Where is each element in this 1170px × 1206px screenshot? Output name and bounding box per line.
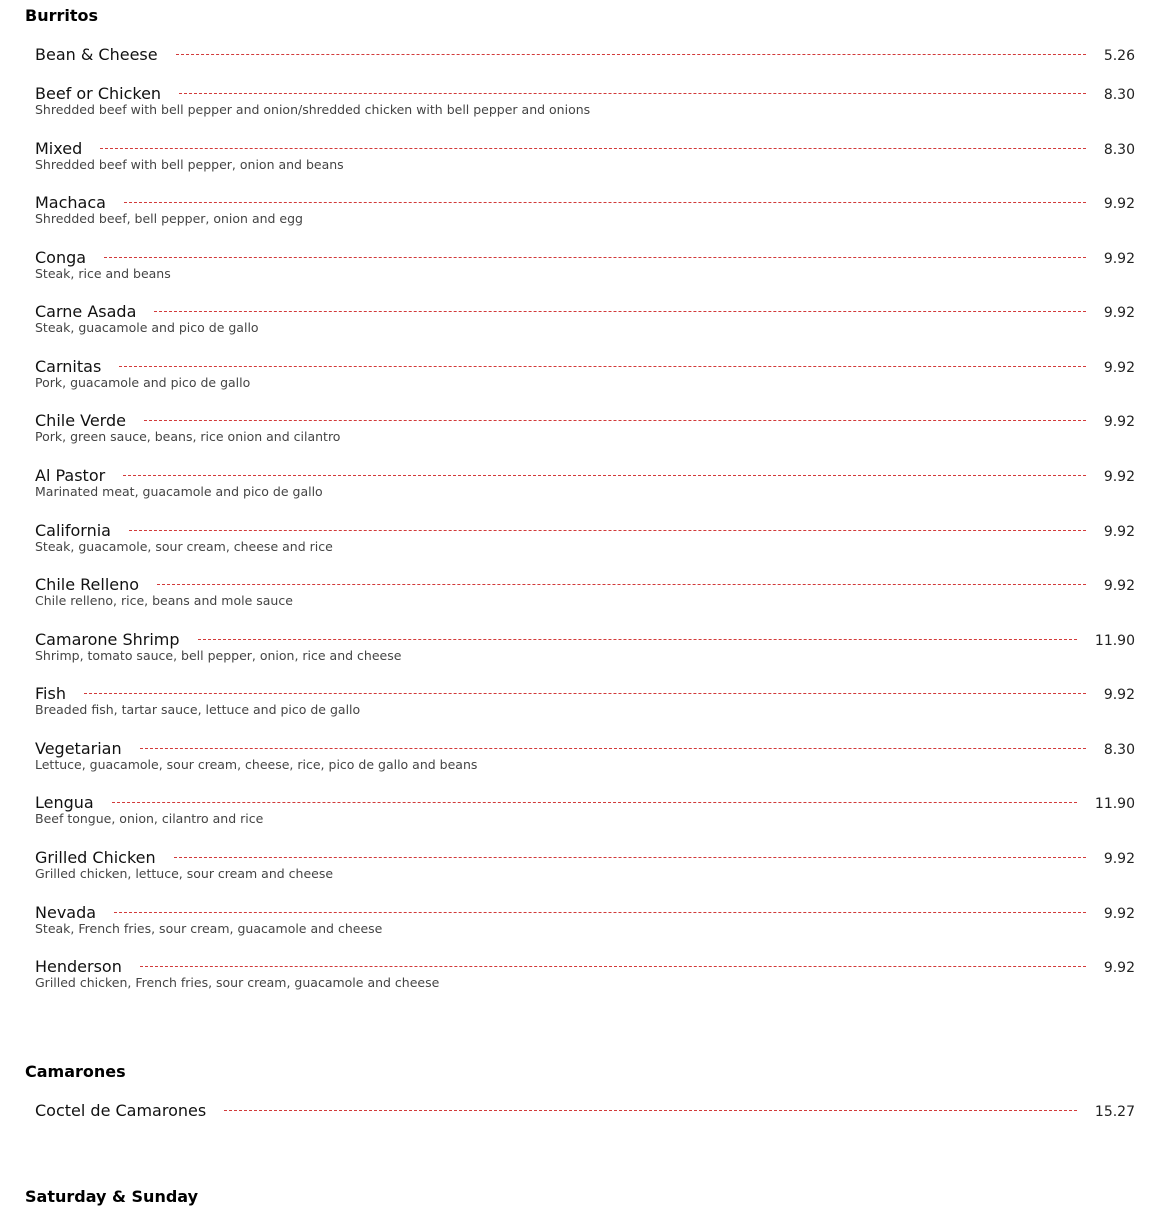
- dotted-leader: [100, 148, 1086, 149]
- item-description: Marinated meat, guacamole and pico de gallo: [35, 484, 323, 499]
- item-description: Shredded beef, bell pepper, onion and egg: [35, 211, 303, 226]
- item-price: 15.27: [1094, 1104, 1135, 1120]
- item-name: Grilled Chicken: [35, 848, 156, 867]
- item-name: Conga: [35, 248, 87, 267]
- menu-item-vegetarian: [35, 739, 1135, 772]
- dotted-leader: [144, 420, 1086, 421]
- item-description: Lettuce, guacamole, sour cream, cheese, rice, pico de gallo and beans: [35, 757, 478, 772]
- item-name: Camarone Shrimp: [35, 630, 180, 649]
- item-description: Beef tongue, onion, cilantro and rice: [35, 811, 264, 826]
- item-description: Grilled chicken, French fries, sour cream, guacamole and cheese: [35, 975, 440, 990]
- item-price: 11.90: [1094, 796, 1135, 812]
- dotted-leader: [124, 202, 1086, 203]
- item-description: Steak, rice and beans: [35, 266, 171, 281]
- dotted-leader: [179, 93, 1086, 94]
- item-description: Pork, green sauce, beans, rice onion and cilantro: [35, 429, 341, 444]
- item-name: Carne Asada: [35, 302, 137, 321]
- item-name: Mixed: [35, 139, 83, 158]
- item-price: 8.30: [1103, 87, 1135, 103]
- item-price: 8.30: [1103, 142, 1135, 158]
- menu-item-camarone-shrimp: [35, 630, 1135, 663]
- item-description: Shredded beef with bell pepper, onion and beans: [35, 157, 344, 172]
- item-price: 9.92: [1103, 360, 1135, 376]
- item-name: Nevada: [35, 903, 97, 922]
- item-description: Shrimp, tomato sauce, bell pepper, onion, rice and cheese: [35, 648, 402, 663]
- item-description: Chile relleno, rice, beans and mole sauce: [35, 593, 293, 608]
- item-name: Chile Verde: [35, 411, 126, 430]
- dotted-leader: [140, 966, 1086, 967]
- item-price: 9.92: [1103, 469, 1135, 485]
- item-price: 9.92: [1103, 906, 1135, 922]
- menu-item-bean-cheese: [35, 45, 1135, 67]
- item-price: 9.92: [1103, 305, 1135, 321]
- section-title-saturday-sunday: Saturday & Sunday: [25, 1187, 199, 1206]
- menu-item-chile-relleno: [35, 575, 1135, 608]
- item-price: 9.92: [1103, 414, 1135, 430]
- dotted-leader: [129, 530, 1086, 531]
- dotted-leader: [140, 748, 1086, 749]
- item-description: Grilled chicken, lettuce, sour cream and cheese: [35, 866, 334, 881]
- item-name: Al Pastor: [35, 466, 106, 485]
- menu-item-carnitas: [35, 357, 1135, 390]
- dotted-leader: [114, 912, 1086, 913]
- item-description: Steak, guacamole and pico de gallo: [35, 320, 259, 335]
- menu-item-beef-or-chicken: [35, 84, 1135, 117]
- item-name: Vegetarian: [35, 739, 122, 758]
- dotted-leader: [224, 1110, 1077, 1111]
- dotted-leader: [104, 257, 1086, 258]
- item-price: 9.92: [1103, 687, 1135, 703]
- menu-item-conga: [35, 248, 1135, 281]
- item-price: 5.26: [1103, 48, 1135, 64]
- item-price: 9.92: [1103, 524, 1135, 540]
- menu-item-california: [35, 521, 1135, 554]
- dotted-leader: [119, 366, 1086, 367]
- item-name: Chile Relleno: [35, 575, 140, 594]
- menu-item-coctel-de-camarones: [35, 1101, 1135, 1123]
- item-name: Machaca: [35, 193, 106, 212]
- section-title-burritos: Burritos: [25, 6, 99, 25]
- item-description: Breaded fish, tartar sauce, lettuce and pico de gallo: [35, 702, 361, 717]
- item-price: 9.92: [1103, 251, 1135, 267]
- menu-item-henderson: [35, 957, 1135, 990]
- menu-item-al-pastor: [35, 466, 1135, 499]
- dotted-leader: [198, 639, 1077, 640]
- dotted-leader: [157, 584, 1086, 585]
- dotted-leader: [84, 693, 1086, 694]
- item-price: 9.92: [1103, 851, 1135, 867]
- menu-item-fish: [35, 684, 1135, 717]
- item-name: Fish: [35, 684, 66, 703]
- menu-item-chile-verde: [35, 411, 1135, 444]
- menu-item-nevada: [35, 903, 1135, 936]
- item-price: 8.30: [1103, 742, 1135, 758]
- menu-item-carne-asada: [35, 302, 1135, 335]
- menu-item-mixed: [35, 139, 1135, 172]
- item-price: 9.92: [1103, 196, 1135, 212]
- menu-item-machaca: [35, 193, 1135, 226]
- dotted-leader: [176, 54, 1086, 55]
- item-description: Steak, guacamole, sour cream, cheese and rice: [35, 539, 333, 554]
- dotted-leader: [174, 857, 1086, 858]
- item-price: 9.92: [1103, 578, 1135, 594]
- item-description: Shredded beef with bell pepper and onion/shredded chicken with bell pepper and onions: [35, 102, 591, 117]
- item-name: Beef or Chicken: [35, 84, 162, 103]
- item-name: Lengua: [35, 793, 94, 812]
- dotted-leader: [123, 475, 1086, 476]
- item-name: Carnitas: [35, 357, 102, 376]
- menu-item-grilled-chicken: [35, 848, 1135, 881]
- item-name: California: [35, 521, 111, 540]
- item-name: Bean & Cheese: [35, 45, 158, 64]
- item-description: Steak, French fries, sour cream, guacamole and cheese: [35, 921, 383, 936]
- item-price: 9.92: [1103, 960, 1135, 976]
- item-price: 11.90: [1094, 633, 1135, 649]
- dotted-leader: [112, 802, 1077, 803]
- item-description: Pork, guacamole and pico de gallo: [35, 375, 251, 390]
- dotted-leader: [154, 311, 1085, 312]
- item-name: Henderson: [35, 957, 122, 976]
- item-name: Coctel de Camarones: [35, 1101, 207, 1120]
- menu-item-lengua: [35, 793, 1135, 826]
- section-title-camarones: Camarones: [25, 1062, 126, 1081]
